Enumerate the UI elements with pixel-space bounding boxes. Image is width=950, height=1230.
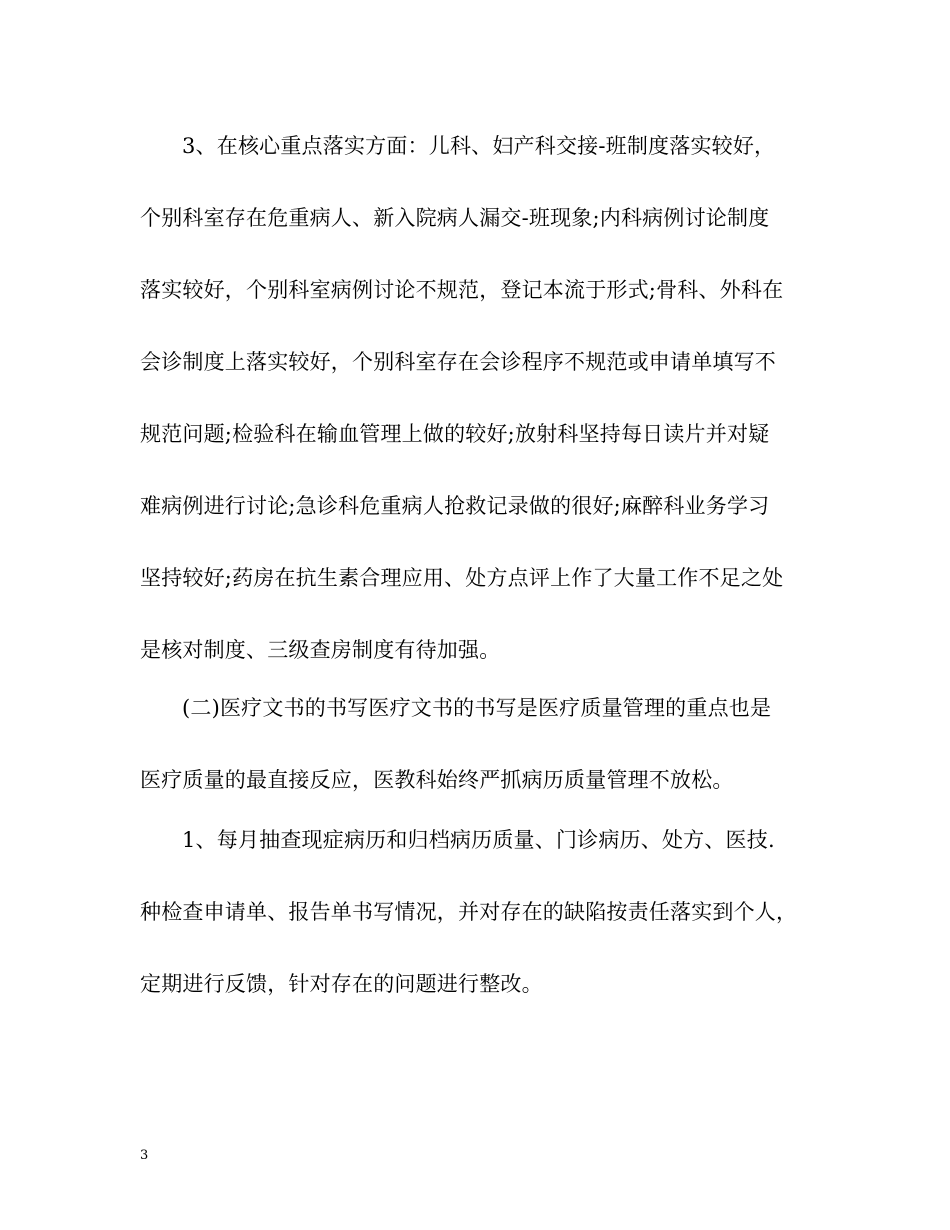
paragraph-line: 是核对制度、三级查房制度有待加强。 <box>140 638 501 662</box>
page-number: 3 <box>140 1148 149 1163</box>
paragraph-line: 3、在核心重点落实方面：儿科、妇产科交接-班制度落实较好， <box>182 134 776 158</box>
paragraph-line: 规范问题;检验科在输血管理上做的较好;放射科坚持每日读片并对疑 <box>140 422 770 446</box>
paragraph-line: 坚持较好;药房在抗生素合理应用、处方点评上作了大量工作不足之处 <box>140 566 784 590</box>
paragraph-line: 会诊制度上落实较好，个别科室存在会诊程序不规范或申请单填写不 <box>140 350 776 374</box>
paragraph-line: 落实较好，个别科室病例讨论不规范，登记本流于形式;骨科、外科在 <box>140 278 784 302</box>
paragraph-line: 1、每月抽查现症病历和归档病历质量、门诊病历、处方、医技. <box>182 828 775 852</box>
paragraph-line: 个别科室存在危重病人、新入院病人漏交-班现象;内科病例讨论制度 <box>140 206 770 230</box>
paragraph-line: (二)医疗文书的书写医疗文书的书写是医疗质量管理的重点也是 <box>182 696 772 720</box>
paragraph-line: 医疗质量的最直接反应，医教科始终严抓病历质量管理不放松。 <box>140 768 734 792</box>
paragraph-line: 难病例进行讨论;急诊科危重病人抢救记录做的很好;麻醉科业务学习 <box>140 494 770 518</box>
paragraph-line: 种检查申请单、报告单书写情况，并对存在的缺陷按责任落实到个人， <box>140 900 798 924</box>
paragraph-line: 定期进行反馈，针对存在的问题进行整改。 <box>140 972 543 996</box>
